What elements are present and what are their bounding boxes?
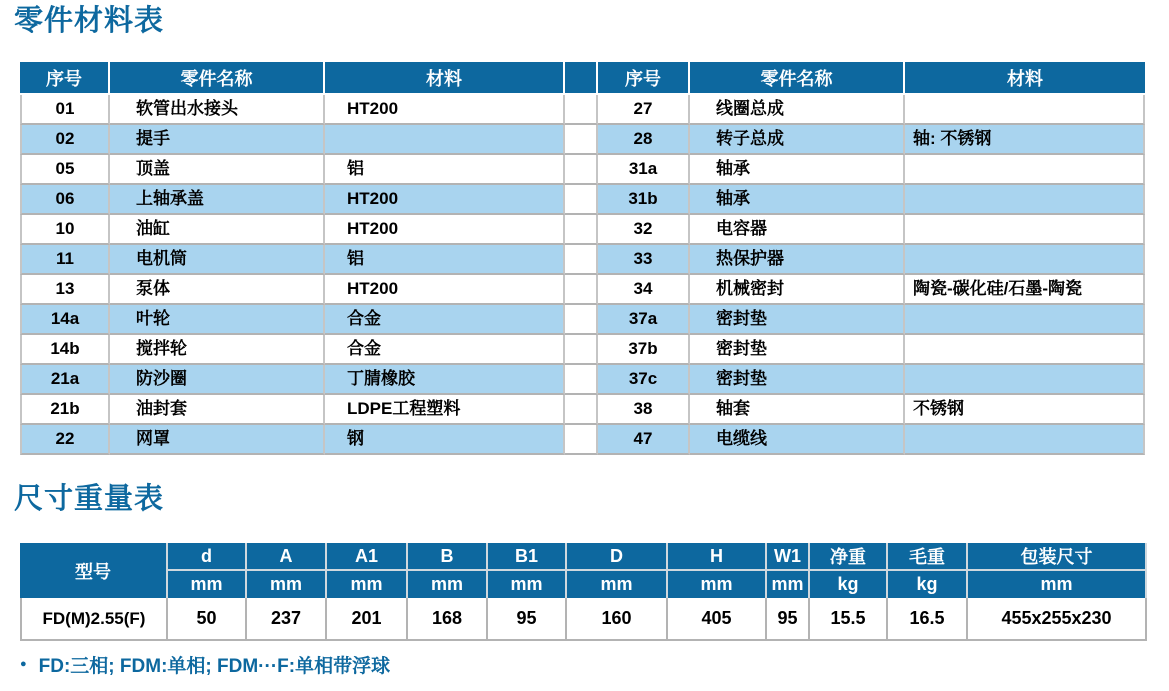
dims-col-unit: mm <box>168 571 247 598</box>
dims-col-label-包装尺寸: 包装尺寸 <box>968 543 1147 571</box>
part-material-cell: 铝 <box>325 245 565 275</box>
spacer-cell <box>565 395 598 425</box>
model-cell: FD(M)2.55(F) <box>20 598 168 641</box>
part-name-cell: 防沙圈 <box>110 365 325 395</box>
part-material-cell <box>905 245 1145 275</box>
parts-table-row <box>20 125 1145 155</box>
part-material-cell <box>325 125 565 155</box>
header-material-right: 材料 <box>905 62 1145 95</box>
dims-header-unit-row <box>20 571 1147 598</box>
parts-table-row <box>20 215 1145 245</box>
part-no-cell: 01 <box>20 95 110 125</box>
part-name-cell: 密封垫 <box>690 365 905 395</box>
parts-table-row <box>20 95 1145 125</box>
spacer-cell <box>565 275 598 305</box>
part-no-cell: 31a <box>598 155 690 185</box>
parts-table-row <box>20 155 1145 185</box>
part-name-cell: 提手 <box>110 125 325 155</box>
part-name-cell: 上轴承盖 <box>110 185 325 215</box>
part-material-cell <box>905 305 1145 335</box>
spacer-cell <box>565 185 598 215</box>
parts-table-row <box>20 185 1145 215</box>
dims-value-cell: 405 <box>668 598 767 641</box>
part-name-cell: 搅拌轮 <box>110 335 325 365</box>
spacer-header-cell <box>565 62 598 95</box>
part-material-cell: 合金 <box>325 335 565 365</box>
part-no-cell: 14a <box>20 305 110 335</box>
part-name-cell: 软管出水接头 <box>110 95 325 125</box>
parts-table-row <box>20 305 1145 335</box>
part-no-cell: 37c <box>598 365 690 395</box>
header-partname-left: 零件名称 <box>110 62 325 95</box>
dims-col-unit: kg <box>888 571 968 598</box>
dims-col-label-净重: 净重 <box>810 543 888 571</box>
part-name-cell: 泵体 <box>110 275 325 305</box>
part-no-cell: 11 <box>20 245 110 275</box>
spacer-cell <box>565 365 598 395</box>
spacer-cell <box>565 305 598 335</box>
parts-table-row <box>20 395 1145 425</box>
dims-value-cell: 50 <box>168 598 247 641</box>
dims-col-unit: mm <box>408 571 488 598</box>
dims-value-cell: 95 <box>488 598 567 641</box>
part-name-cell: 轴套 <box>690 395 905 425</box>
dims-col-label-A1: A1 <box>327 543 408 571</box>
dims-col-unit: mm <box>327 571 408 598</box>
bullet-icon: ● <box>20 658 27 670</box>
part-no-cell: 27 <box>598 95 690 125</box>
part-material-cell <box>905 335 1145 365</box>
part-name-cell: 热保护器 <box>690 245 905 275</box>
part-no-cell: 06 <box>20 185 110 215</box>
dims-value-cell: 201 <box>327 598 408 641</box>
part-material-cell: 钢 <box>325 425 565 455</box>
part-material-cell: 陶瓷-碳化硅/石墨-陶瓷 <box>905 275 1145 305</box>
part-no-cell: 10 <box>20 215 110 245</box>
dims-col-unit: mm <box>767 571 810 598</box>
parts-table-row <box>20 245 1145 275</box>
dims-table-title: 尺寸重量表 <box>14 483 165 515</box>
part-no-cell: 14b <box>20 335 110 365</box>
dims-col-unit: mm <box>968 571 1147 598</box>
dims-col-label-A: A <box>247 543 327 571</box>
part-material-cell <box>905 95 1145 125</box>
part-name-cell: 密封垫 <box>690 335 905 365</box>
part-no-cell: 32 <box>598 215 690 245</box>
dims-value-cell: 168 <box>408 598 488 641</box>
parts-table-row <box>20 335 1145 365</box>
part-name-cell: 转子总成 <box>690 125 905 155</box>
part-name-cell: 叶轮 <box>110 305 325 335</box>
dims-value-cell: 16.5 <box>888 598 968 641</box>
dims-col-label-W1: W1 <box>767 543 810 571</box>
part-material-cell <box>905 215 1145 245</box>
part-no-cell: 22 <box>20 425 110 455</box>
dims-col-unit: mm <box>488 571 567 598</box>
part-no-cell: 28 <box>598 125 690 155</box>
header-material-left: 材料 <box>325 62 565 95</box>
parts-table-title: 零件材料表 <box>14 5 165 37</box>
part-name-cell: 机械密封 <box>690 275 905 305</box>
part-name-cell: 线圈总成 <box>690 95 905 125</box>
dimensions-weight-table <box>20 543 1147 641</box>
parts-table-row <box>20 365 1145 395</box>
parts-material-table <box>20 62 1145 455</box>
part-material-cell <box>905 155 1145 185</box>
part-name-cell: 轴承 <box>690 155 905 185</box>
model-header-cell: 型号 <box>20 543 168 598</box>
dims-value-cell: 160 <box>567 598 668 641</box>
part-no-cell: 05 <box>20 155 110 185</box>
footnote <box>20 651 390 678</box>
part-material-cell <box>905 425 1145 455</box>
part-no-cell: 31b <box>598 185 690 215</box>
part-no-cell: 13 <box>20 275 110 305</box>
part-material-cell: 丁腈橡胶 <box>325 365 565 395</box>
dims-col-label-B: B <box>408 543 488 571</box>
part-name-cell: 电机筒 <box>110 245 325 275</box>
dims-col-label-d: d <box>168 543 247 571</box>
part-no-cell: 21b <box>20 395 110 425</box>
part-no-cell: 33 <box>598 245 690 275</box>
dims-col-label-H: H <box>668 543 767 571</box>
part-material-cell: 轴: 不锈钢 <box>905 125 1145 155</box>
dims-col-unit: kg <box>810 571 888 598</box>
part-material-cell: HT200 <box>325 215 565 245</box>
dims-col-label-D: D <box>567 543 668 571</box>
part-material-cell <box>905 365 1145 395</box>
spacer-cell <box>565 155 598 185</box>
part-name-cell: 电容器 <box>690 215 905 245</box>
parts-table-header-row <box>20 62 1145 95</box>
part-name-cell: 网罩 <box>110 425 325 455</box>
part-no-cell: 38 <box>598 395 690 425</box>
part-material-cell: HT200 <box>325 185 565 215</box>
part-material-cell: 合金 <box>325 305 565 335</box>
dims-header-label-row <box>20 543 1147 571</box>
part-name-cell: 油封套 <box>110 395 325 425</box>
part-name-cell: 密封垫 <box>690 305 905 335</box>
dims-value-cell: 455x255x230 <box>968 598 1147 641</box>
part-material-cell: 铝 <box>325 155 565 185</box>
part-name-cell: 油缸 <box>110 215 325 245</box>
part-no-cell: 34 <box>598 275 690 305</box>
dims-value-cell: 95 <box>767 598 810 641</box>
part-no-cell: 21a <box>20 365 110 395</box>
part-no-cell: 47 <box>598 425 690 455</box>
part-material-cell: 不锈钢 <box>905 395 1145 425</box>
spacer-cell <box>565 215 598 245</box>
part-material-cell <box>905 185 1145 215</box>
spacer-cell <box>565 425 598 455</box>
spacer-cell <box>565 335 598 365</box>
header-serial-right: 序号 <box>598 62 690 95</box>
part-material-cell: HT200 <box>325 275 565 305</box>
dims-col-label-毛重: 毛重 <box>888 543 968 571</box>
spacer-cell <box>565 95 598 125</box>
header-serial-left: 序号 <box>20 62 110 95</box>
part-name-cell: 轴承 <box>690 185 905 215</box>
spacer-cell <box>565 125 598 155</box>
dims-col-label-B1: B1 <box>488 543 567 571</box>
dims-col-unit: mm <box>567 571 668 598</box>
part-no-cell: 37b <box>598 335 690 365</box>
dims-value-cell: 15.5 <box>810 598 888 641</box>
dims-value-cell: 237 <box>247 598 327 641</box>
part-no-cell: 37a <box>598 305 690 335</box>
spacer-cell <box>565 245 598 275</box>
parts-table-row <box>20 425 1145 455</box>
header-partname-right: 零件名称 <box>690 62 905 95</box>
dims-col-unit: mm <box>247 571 327 598</box>
part-name-cell: 电缆线 <box>690 425 905 455</box>
dims-table-row <box>20 598 1147 641</box>
part-name-cell: 顶盖 <box>110 155 325 185</box>
part-material-cell: HT200 <box>325 95 565 125</box>
footnote-text: FD:三相; FDM:单相; FDM···F:单相带浮球 <box>38 656 391 677</box>
part-material-cell: LDPE工程塑料 <box>325 395 565 425</box>
part-no-cell: 02 <box>20 125 110 155</box>
parts-table-row <box>20 275 1145 305</box>
dims-col-unit: mm <box>668 571 767 598</box>
